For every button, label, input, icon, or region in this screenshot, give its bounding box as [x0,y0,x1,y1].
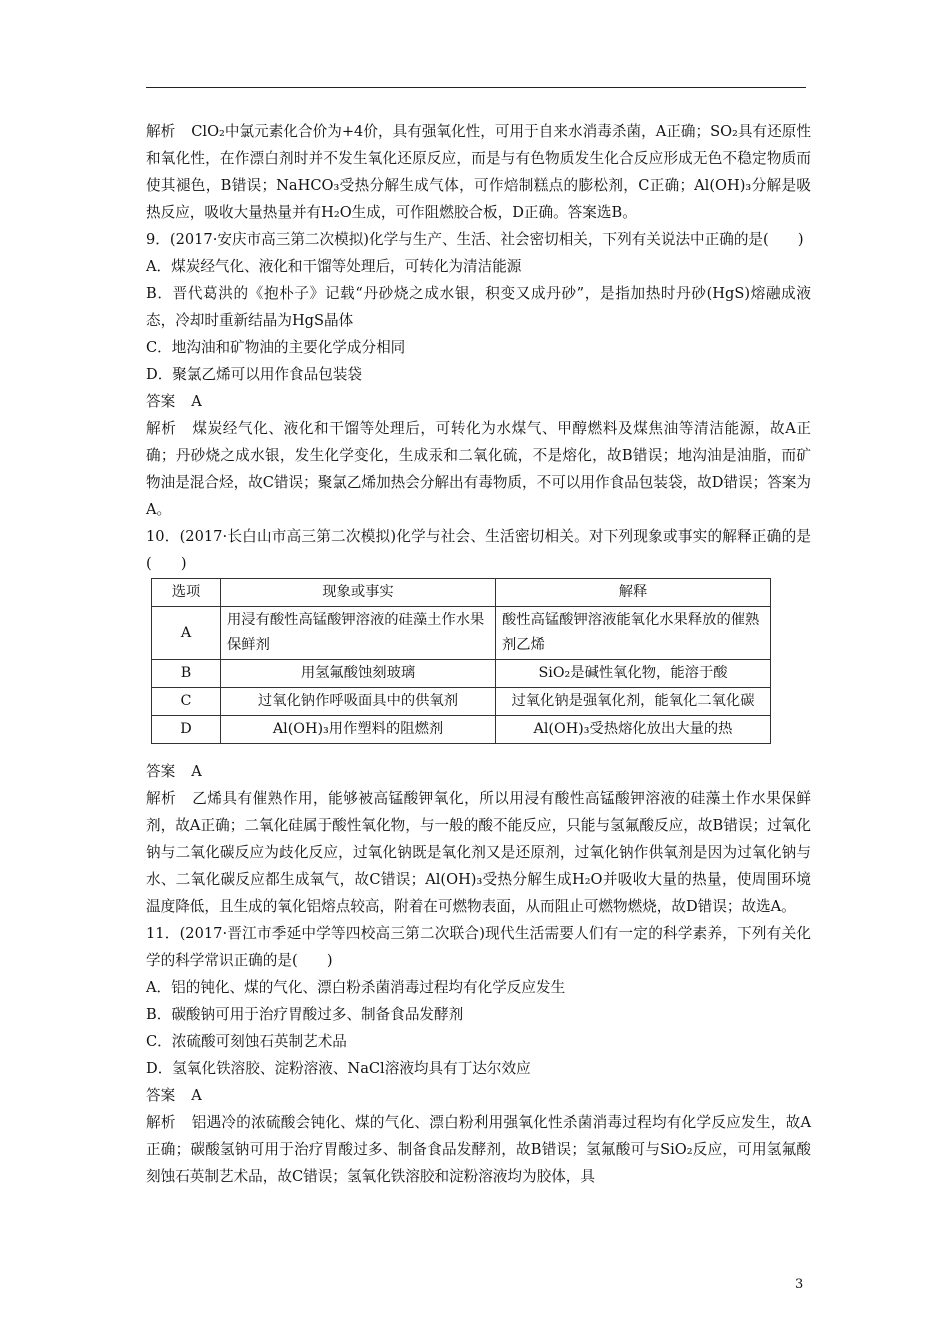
answer-label: 答案 [146,1087,176,1104]
row-explain: SiO₂是碱性氧化物，能溶于酸 [496,660,771,688]
q11-stem: 11．(2017·晋江市季延中学等四校高三第二次联合)现代生活需要人们有一定的科学素养，下列有关化学的科学常识正确的是( ) [146,925,811,969]
page-number: 3 [795,1277,804,1292]
q11-answer [146,1082,811,1109]
q9-answer [146,388,811,415]
analysis-text: 乙烯具有催熟作用，能够被高锰酸钾氧化，所以用浸有酸性高锰酸钾溶液的硅藻土作水果保鲜剂，故A正确；二氧化硅属于酸性氧化物，与一般的酸不能反应，只能与氢氟酸反应，故B错误；过氧化钠与二氧化碳反应为歧化反应，过氧化钠既是氧化剂又是还原剂，过氧化钠作供氧剂是因为过氧化钠与水、二氧化碳反应都生成氧气，故C错误；Al(OH)₃受热分解生成H₂O并吸收大量的热量，使周围环境温度降低，且生成的氧化铝熔点较高，附着在可燃物表面，从而阻止可燃物燃烧，故D错误；故选A。 [146,790,811,915]
q8-analysis [146,118,811,226]
q11-option-b: B．碳酸钠可用于治疗胃酸过多、制备食品发酵剂 [146,1006,464,1023]
header-rule [146,87,806,88]
answer-value: A [191,393,202,410]
analysis-text: ClO₂中氯元素化合价为+4价，具有强氧化性，可用于自来水消毒杀菌，A正确；SO₂具有还原性和氧化性，在作漂白剂时并不发生氧化还原反应，而是与有色物质发生化合反应形成无色不稳定物质而使其褪色，B错误；NaHCO₃受热分解生成气体，可作焙制糕点的膨松剂，C正确；Al(OH)₃分解是吸热反应，吸收大量热量并有H₂O生成，可作阻燃胶合板，D正确。答案选B。 [146,123,811,221]
q10-answer [146,758,811,785]
header-option: 选项 [152,579,221,607]
table-header-row [152,579,771,607]
row-option: D [152,716,221,744]
page-content [146,118,811,1190]
analysis-text: 煤炭经气化、液化和干馏等处理后，可转化为水煤气、甲醇燃料及煤焦油等清洁能源，故A正确；丹砂烧之成水银，发生化学变化，生成汞和二氧化硫，不是熔化，故B错误；地沟油是油脂，而矿物油是混合烃，故C错误；聚氯乙烯加热会分解出有毒物质，不可以用作食品包装袋，故D错误；答案为A。 [146,420,811,518]
answer-value: A [191,763,202,780]
q9-option-c: C．地沟油和矿物油的主要化学成分相同 [146,339,406,356]
row-explain: 过氧化钠是强氧化剂，能氧化二氧化碳 [496,688,771,716]
analysis-label: 解析 [146,1114,176,1131]
analysis-label: 解析 [146,123,176,140]
header-fact: 现象或事实 [221,579,496,607]
row-fact: 过氧化钠作呼吸面具中的供氧剂 [221,688,496,716]
answer-value: A [191,1087,202,1104]
row-fact: Al(OH)₃用作塑料的阻燃剂 [221,716,496,744]
answer-label: 答案 [146,763,176,780]
table-row [152,607,771,660]
header-explain: 解释 [496,579,771,607]
row-fact: 用浸有酸性高锰酸钾溶液的硅藻土作水果保鲜剂 [221,607,496,660]
q9-option-d: D．聚氯乙烯可以用作食品包装袋 [146,366,363,383]
q9-stem: 9．(2017·安庆市高三第二次模拟)化学与生产、生活、社会密切相关，下列有关说法中正确的是( ) [146,231,804,248]
q9-analysis [146,415,811,523]
q10-stem: 10．(2017·长白山市高三第二次模拟)化学与社会、生活密切相关。对下列现象或事实的解释正确的是( ) [146,528,811,572]
table-row [152,716,771,744]
q9-option-a: A．煤炭经气化、液化和干馏等处理后，可转化为清洁能源 [146,258,522,275]
answer-label: 答案 [146,393,176,410]
q10-table [151,578,771,744]
row-option: A [152,607,221,660]
row-explain: Al(OH)₃受热熔化放出大量的热 [496,716,771,744]
row-explain: 酸性高锰酸钾溶液能氧化水果释放的催熟剂乙烯 [496,607,771,660]
table-row [152,660,771,688]
row-option: C [152,688,221,716]
analysis-text: 铝遇冷的浓硫酸会钝化、煤的气化、漂白粉利用强氧化性杀菌消毒过程均有化学反应发生，故A正确；碳酸氢钠可用于治疗胃酸过多、制备食品发酵剂，故B错误；氢氟酸可与SiO₂反应，可用氢氟酸刻蚀石英制艺术品，故C错误；氢氧化铁溶胶和淀粉溶液均为胶体，具 [146,1114,811,1185]
analysis-label: 解析 [146,790,177,807]
row-fact: 用氢氟酸蚀刻玻璃 [221,660,496,688]
q10-analysis [146,785,811,920]
q11-option-d: D．氢氧化铁溶胶、淀粉溶液、NaCl溶液均具有丁达尔效应 [146,1060,531,1077]
q9-option-b: B．晋代葛洪的《抱朴子》记载“丹砂烧之成水银，积变又成丹砂”，是指加热时丹砂(HgS)熔融成液态，冷却时重新结晶为HgS晶体 [146,285,811,329]
q11-option-c: C．浓硫酸可刻蚀石英制艺术品 [146,1033,347,1050]
q11-option-a: A．铝的钝化、煤的气化、漂白粉杀菌消毒过程均有化学反应发生 [146,979,566,996]
analysis-label: 解析 [146,420,177,437]
row-option: B [152,660,221,688]
table-row [152,688,771,716]
q11-analysis [146,1109,811,1190]
